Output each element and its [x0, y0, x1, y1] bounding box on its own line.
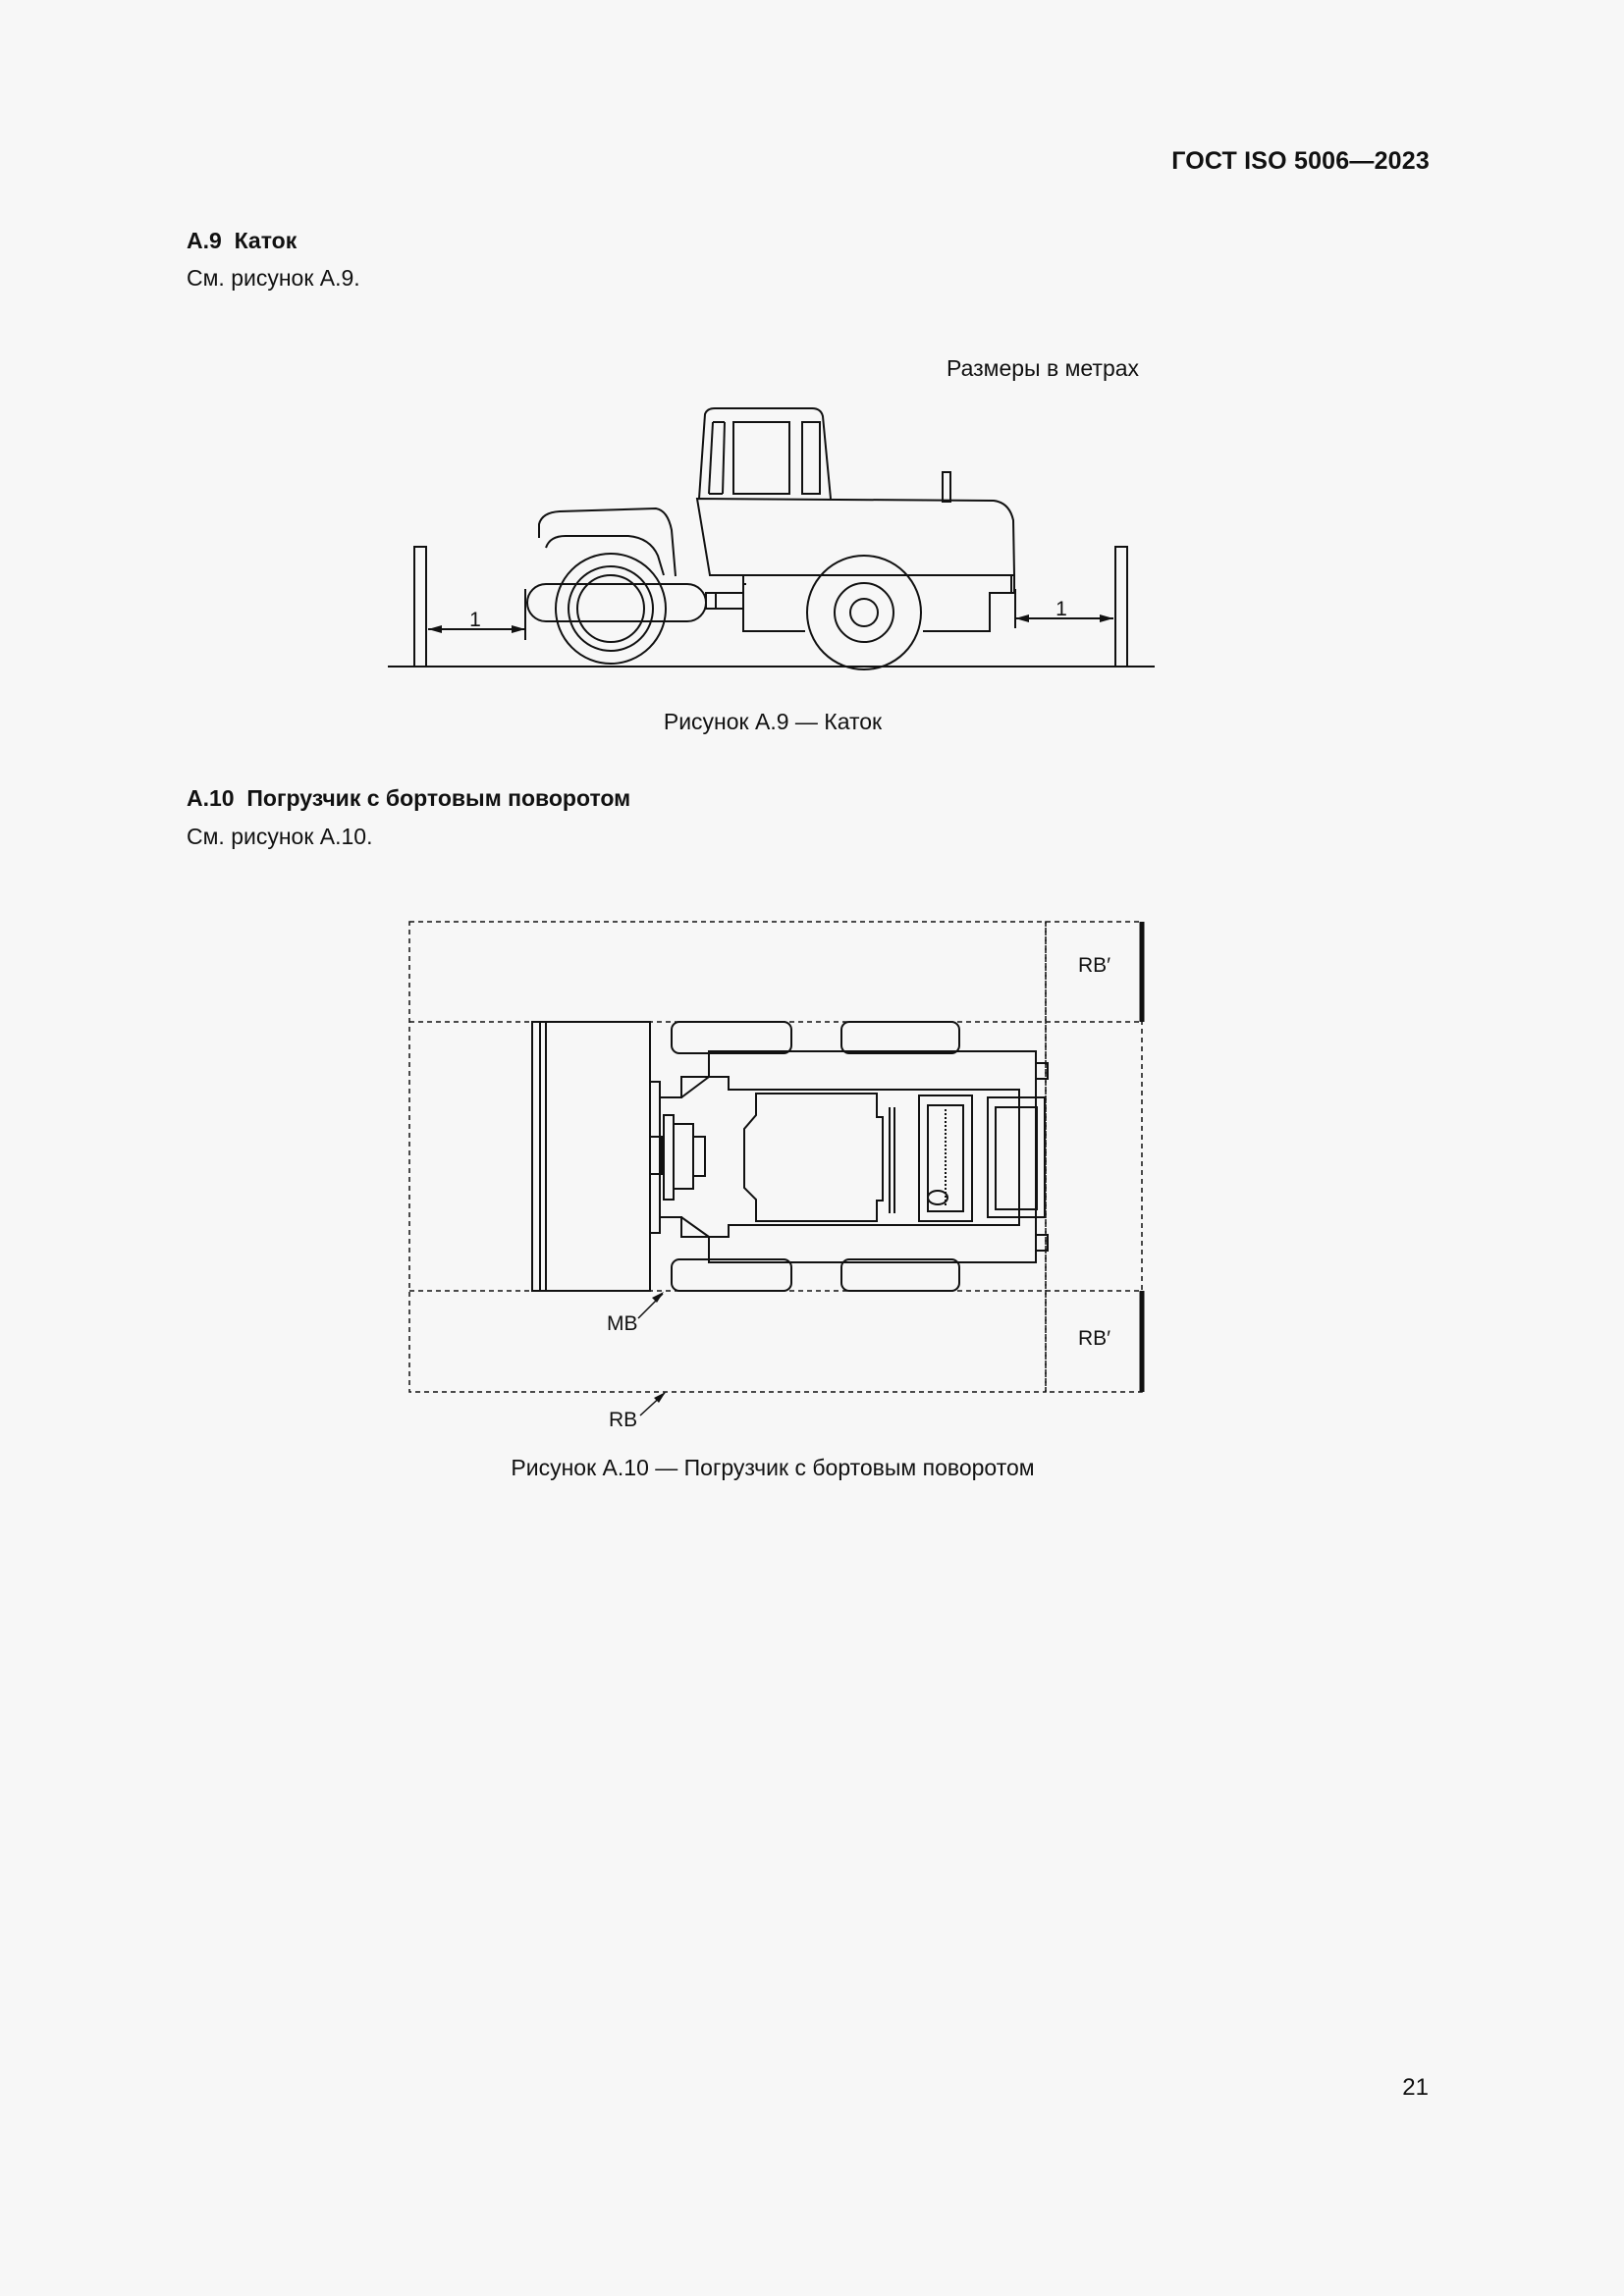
dimension-label-left: 1	[469, 609, 481, 631]
figure-a10-caption: Рисунок А.10 — Погрузчик с бортовым поворотом	[511, 1455, 1035, 1480]
label-rb-prime-bottom: RB′	[1078, 1327, 1111, 1350]
document-header: ГОСТ ISO 5006—2023	[1171, 147, 1430, 175]
section-a9-reference: См. рисунок А.9.	[187, 265, 360, 291]
label-rb-prime-top: RB′	[1078, 954, 1111, 977]
label-mb: MB	[607, 1312, 638, 1335]
wheel-front-right	[672, 1259, 791, 1291]
wheel-front-left	[672, 1022, 791, 1053]
section-a10-title: Погрузчик с бортовым поворотом	[246, 785, 631, 811]
units-note: Размеры в метрах	[947, 355, 1140, 381]
dimension-label-right: 1	[1056, 598, 1067, 620]
rb-envelope	[409, 922, 1046, 1392]
figure-a9-caption: Рисунок А.9 — Каток	[663, 709, 883, 734]
bucket	[532, 1022, 650, 1291]
section-a10-reference: См. рисунок А.10.	[187, 824, 373, 849]
section-a9-title: Каток	[234, 228, 298, 253]
wheel-rear-left	[841, 1022, 959, 1053]
label-rb: RB	[609, 1409, 638, 1431]
page-number: 21	[1402, 2074, 1429, 2101]
chassis	[660, 1051, 1036, 1262]
operator-cab	[744, 1094, 883, 1221]
section-a10-number: А.10	[187, 785, 235, 811]
section-a9-number: А.9	[187, 228, 222, 253]
wheel-rear-right	[841, 1259, 959, 1291]
